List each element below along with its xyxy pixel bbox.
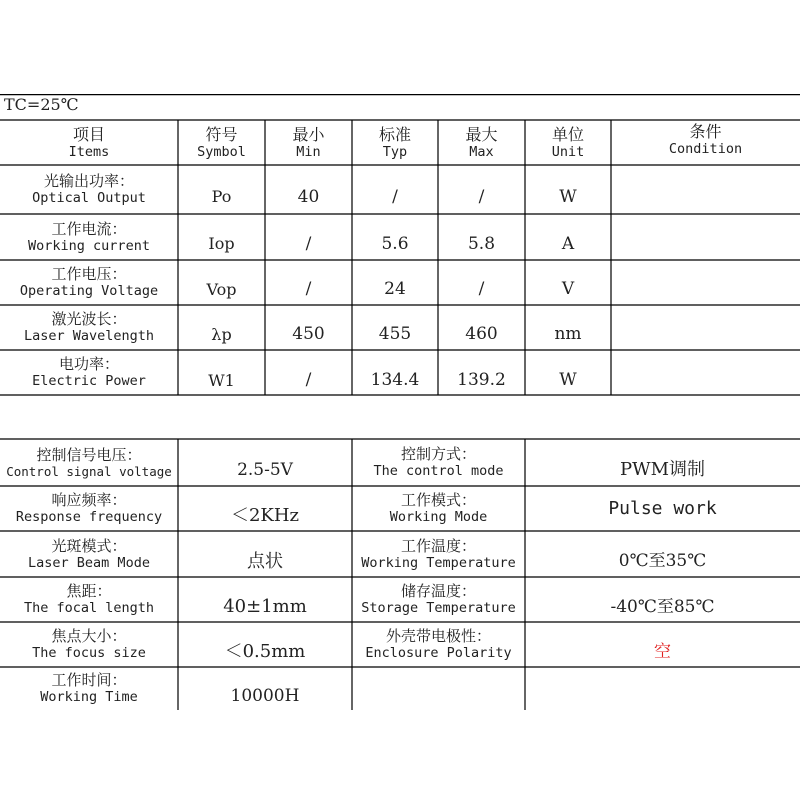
spec-value-left: 40±1mm [223, 596, 307, 618]
table-cell-symbol: Po [211, 187, 232, 207]
spec-label-en: Response frequency [15, 509, 163, 526]
row-label-en: Electric Power [32, 373, 146, 390]
row-label-en: Working current [28, 237, 150, 254]
spec-value-left: 2.5-5V [237, 459, 293, 480]
table-row-label [0, 214, 178, 260]
table-cell-max: 460 [465, 324, 498, 345]
spec-value-right: 0℃至35℃ [618, 551, 707, 572]
spec-label-en: Working Temperature [361, 554, 516, 571]
spec-label-left [0, 439, 178, 486]
spec-label-left [0, 622, 178, 667]
spec-label-zh: 焦距： [66, 582, 112, 601]
header-unit-en: Unit [551, 144, 585, 160]
spec-label-zh: 工作时间： [51, 671, 127, 690]
row-label-en: Laser Wavelength [23, 328, 155, 345]
spec-label-en: The focal length [23, 600, 155, 617]
table-row-label [0, 305, 178, 350]
spec-label-en: Working Mode [389, 509, 488, 526]
spec-value-right [525, 682, 800, 710]
spec-label-right [352, 531, 525, 577]
table-cell-condition [611, 180, 800, 214]
spec-label-right [352, 486, 525, 531]
spec-label-zh: 光斑模式： [51, 536, 127, 555]
header-typ-en: Typ [382, 144, 408, 160]
table-cell-min: / [305, 233, 312, 254]
spec-value-right: PWM调制 [619, 459, 706, 481]
spec-label-en: The focus size [32, 645, 146, 662]
spec-value-left: ＜0.5mm [224, 641, 306, 663]
table-cell-typ: 24 [384, 279, 406, 300]
spec-label-zh: 外壳带电极性： [385, 627, 491, 646]
row-label-zh: 激光波长： [51, 310, 127, 329]
spec-label-left [0, 577, 178, 622]
spec-value-left: 10000H [230, 685, 300, 706]
table-cell-condition [611, 366, 800, 395]
header-symbol-zh: 符号 [205, 124, 238, 144]
spec-label-left [0, 486, 178, 531]
table-cell-max: / [478, 279, 485, 300]
spec-label-en: Control signal voltage [6, 464, 172, 479]
table-cell-max: 5.8 [467, 233, 496, 254]
table-cell-max: 139.2 [457, 370, 506, 391]
table-cell-symbol: λp [211, 324, 232, 344]
row-label-zh: 工作电压： [51, 265, 127, 284]
table-cell-unit: nm [554, 324, 582, 345]
table-cell-condition [611, 228, 800, 260]
spec-label-zh: 工作温度： [400, 536, 476, 555]
table-cell-condition [611, 274, 800, 305]
spec-label-zh: 工作模式： [400, 491, 476, 510]
header-condition-zh: 条件 [689, 122, 722, 141]
table-cell-typ: 134.4 [370, 370, 420, 391]
spec-label-right [352, 667, 525, 710]
spec-label-zh: 响应频率： [51, 491, 127, 510]
spec-value-right: 空 [654, 641, 671, 662]
table-cell-unit: A [561, 233, 575, 254]
table-cell-unit: V [561, 279, 575, 300]
table-cell-typ: 455 [378, 324, 412, 345]
table-cell-symbol: W1 [208, 370, 235, 390]
table-cell-symbol: Iop [208, 234, 235, 254]
spec-value-right: -40℃至85℃ [610, 596, 715, 617]
header-max-zh: 最大 [465, 124, 498, 144]
row-label-zh: 电功率： [58, 355, 119, 374]
header-typ [352, 120, 438, 165]
spec-label-right [352, 439, 525, 486]
row-label-zh: 工作电流： [51, 219, 127, 238]
table-cell-unit: W [559, 186, 577, 207]
header-condition-en: Condition [668, 141, 743, 158]
header-items-zh: 项目 [72, 124, 105, 144]
header-unit [525, 120, 611, 165]
header-items-en: Items [68, 144, 110, 160]
header-symbol [178, 120, 265, 165]
header-items [0, 120, 178, 165]
spec-value-left: 点状 [247, 550, 283, 572]
table-cell-min: / [305, 370, 312, 391]
row-label-en: Operating Voltage [19, 283, 159, 300]
temperature-condition: TC=25℃ [4, 95, 79, 114]
spec-label-en: Laser Beam Mode [28, 554, 150, 571]
spec-label-zh: 储存温度： [400, 582, 476, 601]
table-cell-typ: / [392, 186, 398, 207]
table-row-label [0, 165, 178, 214]
header-typ-zh: 标准 [378, 124, 411, 144]
table-cell-condition [611, 319, 800, 350]
table-cell-symbol: Vop [206, 279, 237, 299]
header-max [438, 120, 525, 165]
spec-sheet [0, 94, 800, 710]
spec-label-zh: 控制信号电压： [36, 446, 142, 464]
spec-label-zh: 控制方式： [400, 445, 476, 464]
spec-value-right: Pulse work [608, 497, 717, 519]
row-label-en: Optical Output [32, 190, 146, 207]
header-min-en: Min [296, 144, 321, 160]
spec-label-left [0, 667, 178, 710]
spec-label-right [352, 577, 525, 622]
header-min [265, 120, 352, 165]
spec-label-en: Storage Temperature [361, 600, 516, 617]
table-cell-typ: 5.6 [381, 233, 409, 254]
table-row-label [0, 260, 178, 305]
table-cell-min: 450 [292, 324, 325, 345]
spec-label-en: The control mode [373, 463, 504, 480]
header-condition [611, 120, 800, 165]
table-cell-max: / [478, 186, 485, 207]
header-unit-zh: 单位 [551, 124, 584, 144]
spec-label-right [352, 622, 525, 667]
header-max-en: Max [469, 144, 494, 160]
spec-label-en: Working Time [40, 689, 138, 706]
table-cell-min: 40 [297, 186, 320, 207]
spec-label-en: Enclosure Polarity [365, 645, 512, 662]
table-row-label [0, 350, 178, 395]
table-cell-min: / [305, 279, 312, 300]
header-symbol-en: Symbol [197, 144, 246, 160]
spec-label-zh: 焦点大小： [51, 627, 127, 646]
row-label-zh: 光输出功率： [43, 172, 134, 191]
header-min-zh: 最小 [292, 124, 325, 144]
table-cell-unit: W [559, 370, 577, 391]
spec-value-left: ＜2KHz [230, 504, 300, 526]
spec-label-left [0, 531, 178, 577]
